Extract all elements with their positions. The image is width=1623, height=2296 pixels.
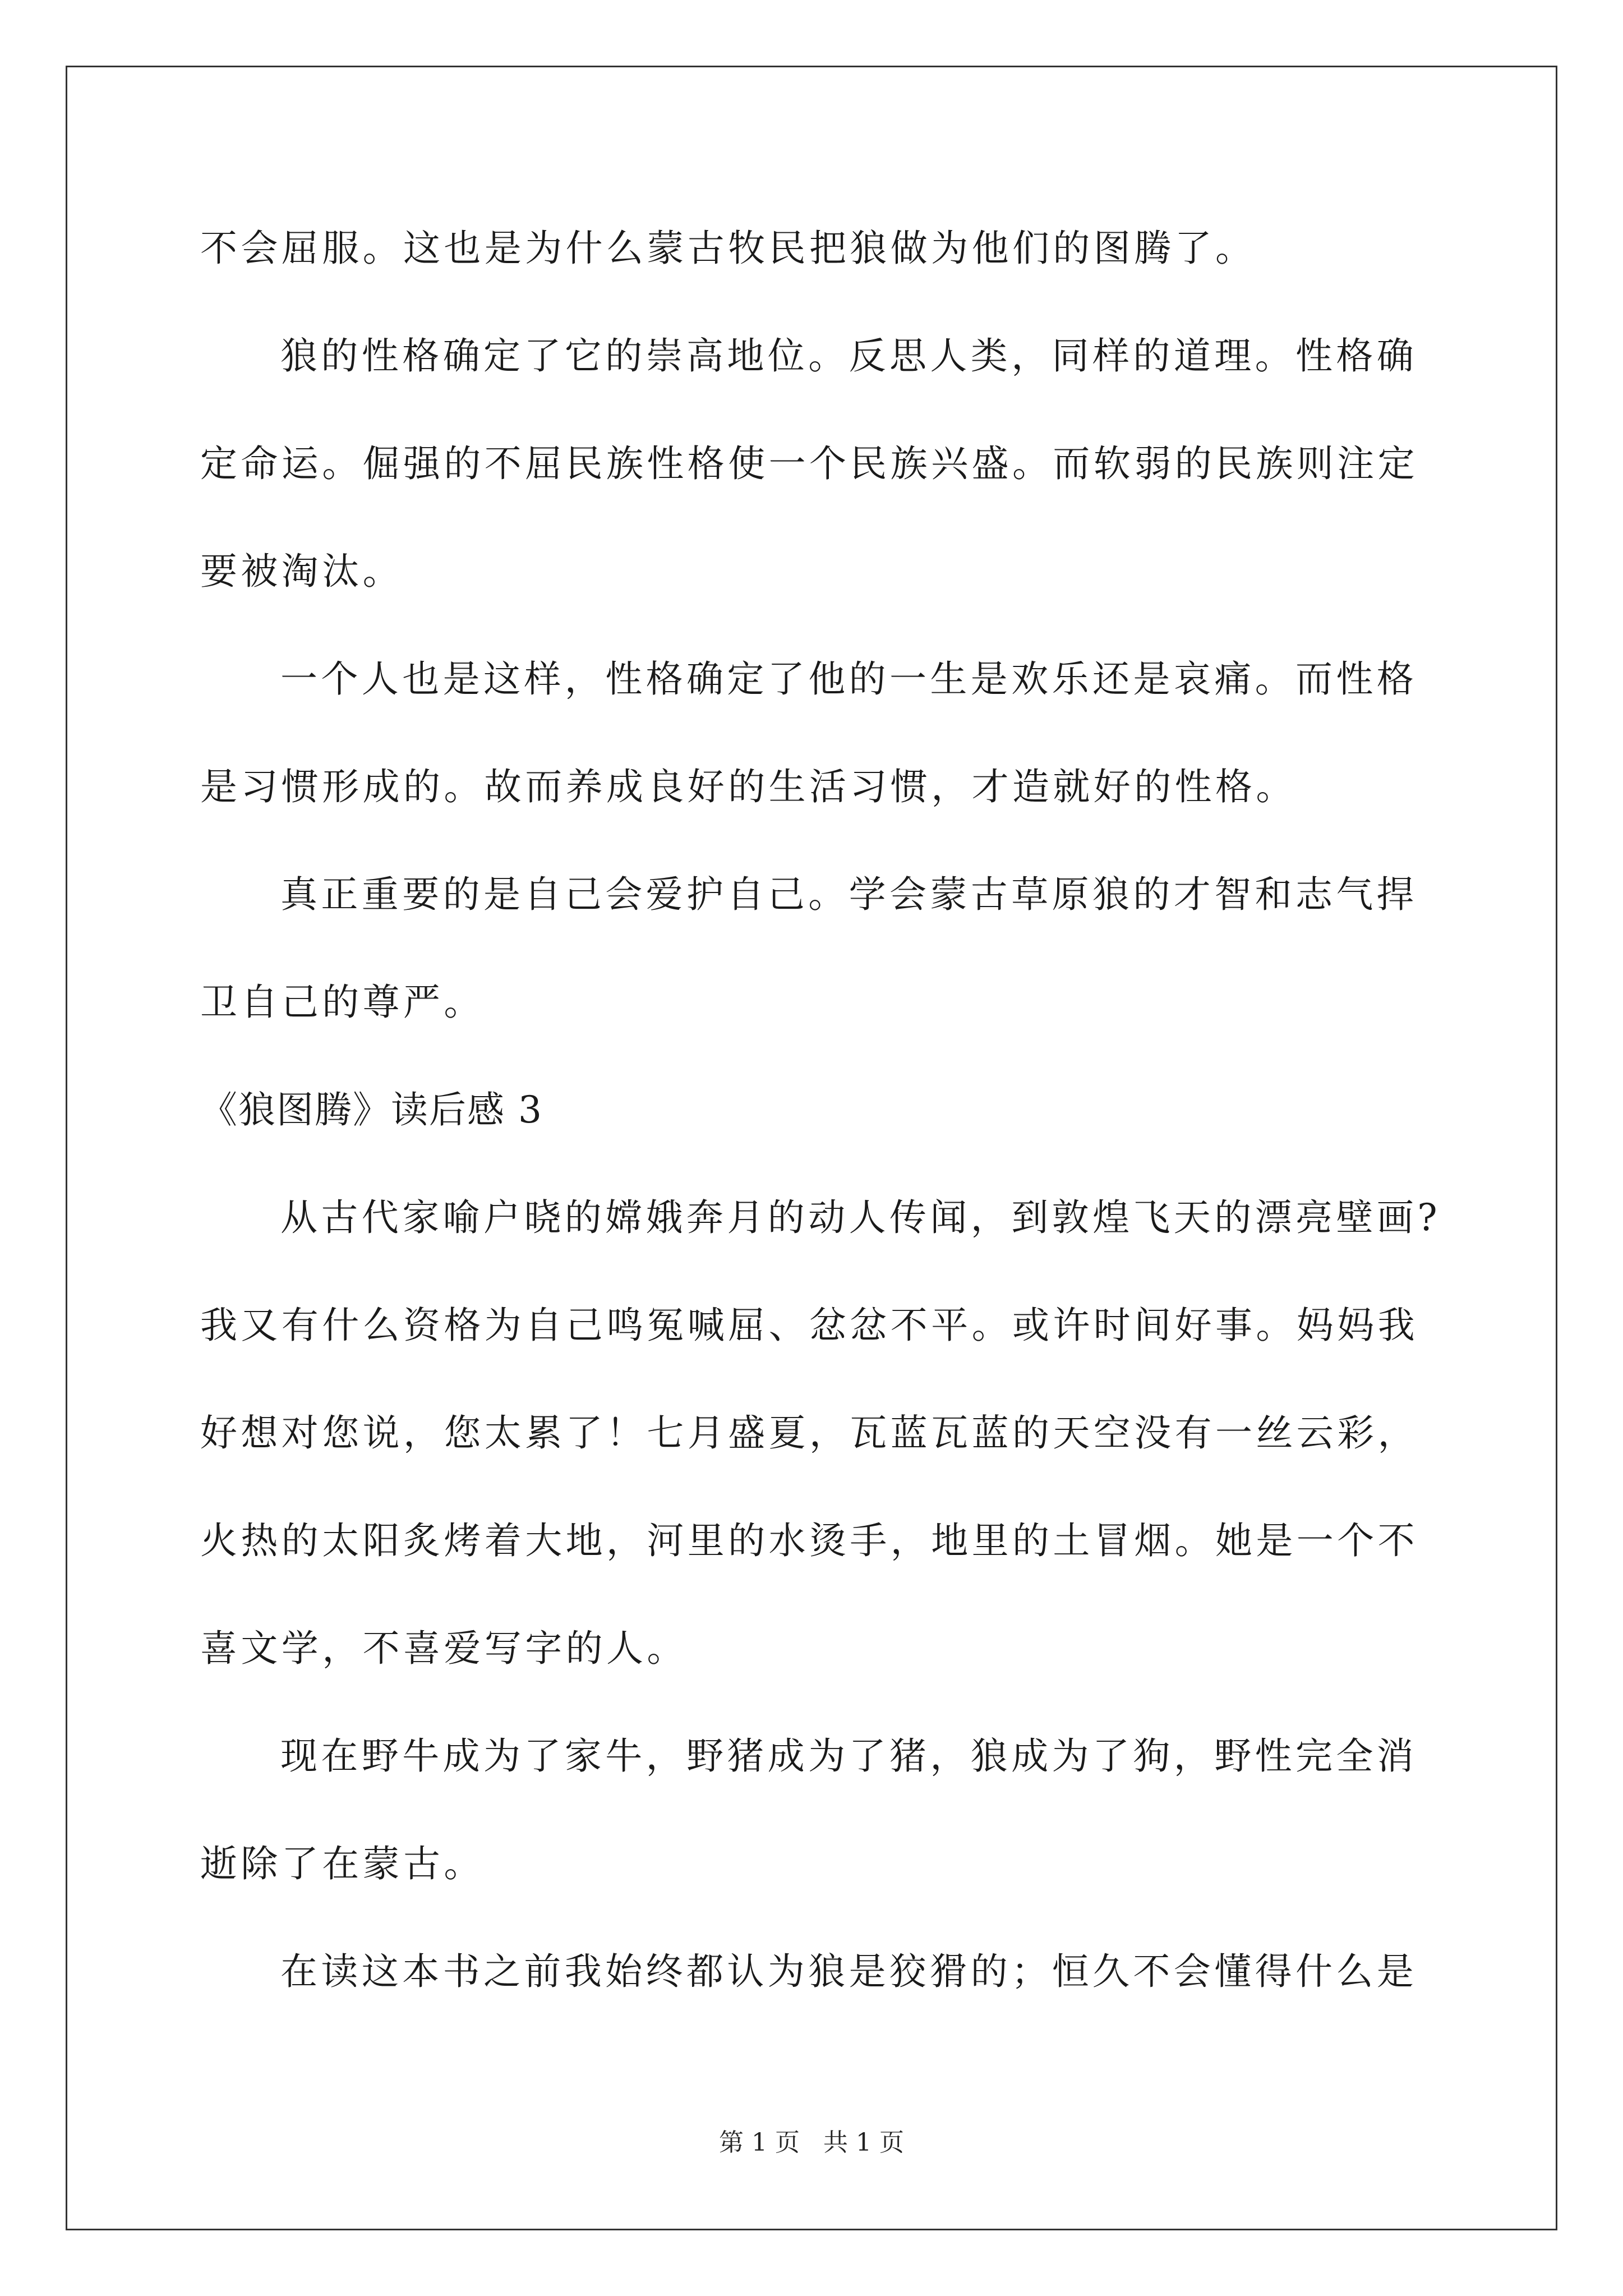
text-line: 现在野牛成为了家牛，野猪成为了猪，狼成为了狗，野性完全消 — [280, 1734, 1418, 1778]
text-line: 定命运。倔强的不屈民族性格使一个民族兴盛。而软弱的民族则注定 — [200, 442, 1418, 485]
text-line: 逝除了在蒙古。 — [200, 1842, 485, 1885]
text-line: 是习惯形成的。故而养成良好的生活习惯，才造就好的性格。 — [200, 765, 1297, 808]
section-heading: 《狼图腾》读后感 3 — [200, 1088, 543, 1131]
text-line: 狼的性格确定了它的崇高地位。反思人类，同样的道理。性格确 — [280, 334, 1418, 378]
text-line: 好想对您说，您太累了！七月盛夏，瓦蓝瓦蓝的天空没有一丝云彩， — [200, 1411, 1418, 1455]
text-line: 真正重要的是自己会爱护自己。学会蒙古草原狼的才智和志气捍 — [280, 873, 1418, 916]
document-body — [200, 212, 1468, 2043]
text-line: 火热的太阳炙烤着大地，河里的水烫手，地里的土冒烟。她是一个不 — [200, 1519, 1418, 1562]
text-line: 喜文学，不喜爱写字的人。 — [200, 1627, 688, 1670]
text-line: 要被淘汰。 — [200, 550, 403, 593]
text-line: 一个人也是这样，性格确定了他的一生是欢乐还是哀痛。而性格 — [280, 657, 1418, 701]
text-line: 从古代家喻户晓的嫦娥奔月的动人传闻，到敦煌飞天的漂亮壁画? — [280, 1196, 1441, 1239]
text-line: 不会屈服。这也是为什么蒙古牧民把狼做为他们的图腾了。 — [200, 227, 1256, 270]
page-footer: 第 1 页 共 1 页 — [719, 2128, 904, 2157]
text-line: 我又有什么资格为自己鸣冤喊屈、忿忿不平。或许时间好事。妈妈我 — [200, 1304, 1418, 1347]
text-line: 在读这本书之前我始终都认为狼是狡猾的；恒久不会懂得什么是 — [280, 1950, 1418, 1993]
text-line: 卫自己的尊严。 — [200, 981, 485, 1024]
